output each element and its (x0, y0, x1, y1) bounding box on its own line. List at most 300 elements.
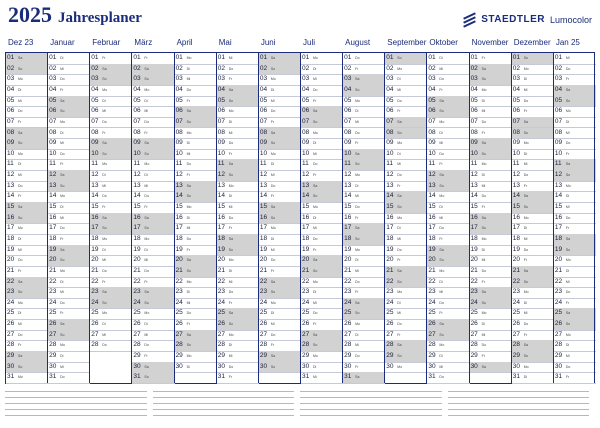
holiday-table-row (300, 392, 442, 398)
day-number: 15 (91, 203, 99, 211)
day-number: 03 (302, 75, 310, 83)
weekday-abbr: Mi (270, 98, 275, 103)
weekday-abbr: Mi (523, 87, 528, 92)
weekday-abbr: Mo (144, 311, 150, 316)
day-number: 23 (386, 288, 394, 296)
weekday-abbr: Sa (523, 268, 528, 273)
day-number: 08 (554, 128, 563, 136)
holiday-table-cell (241, 389, 259, 392)
holiday-table-row (448, 392, 590, 398)
day-number: 02 (428, 64, 436, 72)
day-number: 13 (175, 181, 183, 189)
holiday-table-cell (335, 389, 353, 392)
holiday-table-row (448, 404, 590, 410)
holiday-table-cell (188, 389, 206, 392)
day-number: 28 (386, 341, 394, 349)
day-number: 26 (428, 320, 436, 328)
holiday-table-cell (571, 401, 589, 404)
weekday-abbr: Mo (102, 236, 108, 241)
holiday-table-row (300, 386, 442, 392)
day-number: 13 (428, 181, 436, 189)
day-number: 01 (386, 54, 394, 61)
day-number: 22 (302, 277, 310, 285)
weekday-abbr: Mo (313, 279, 318, 284)
weekday-abbr: So (523, 130, 528, 135)
holiday-table-cell (518, 401, 536, 404)
day-number: 26 (91, 320, 99, 328)
holiday-table-row (448, 398, 590, 404)
holiday-table-cell (5, 401, 23, 404)
weekday-abbr: Do (565, 290, 571, 295)
weekday-abbr: Do (481, 268, 487, 273)
day-number: 07 (302, 117, 310, 125)
day-number: 06 (428, 107, 436, 115)
day-number: 12 (91, 171, 99, 179)
day-number: 17 (512, 224, 520, 232)
day-number: 23 (49, 288, 57, 296)
day-number: 04 (49, 85, 57, 93)
holiday-table-cell (371, 407, 389, 410)
holiday-table-cell (448, 389, 466, 392)
weekday-abbr: Do (18, 258, 23, 263)
day-number: 18 (344, 234, 352, 242)
weekday-abbr: Fr (270, 194, 275, 199)
weekday-abbr: Di (439, 205, 443, 210)
holiday-table-cell (129, 413, 147, 416)
holiday-table-cell (318, 407, 336, 410)
day-number: 22 (7, 277, 15, 285)
weekday-abbr: Mo (60, 268, 66, 273)
weekday-abbr: Mo (313, 354, 318, 359)
day-number: 16 (302, 213, 310, 221)
weekday-abbr: Mi (18, 322, 22, 327)
day-number: 16 (7, 213, 15, 221)
weekday-abbr: Do (228, 66, 234, 71)
day-number: 22 (428, 277, 436, 285)
weekday-abbr: Mi (270, 173, 275, 178)
weekday-abbr: Fr (523, 183, 528, 188)
weekday-abbr: So (565, 173, 571, 178)
weekday-abbr: Sa (144, 141, 149, 146)
day-number: 09 (175, 139, 183, 147)
weekday-abbr: Sa (186, 183, 191, 188)
day-number: 31 (554, 373, 563, 381)
weekday-abbr: Fr (102, 56, 106, 60)
weekday-abbr: Mi (481, 258, 486, 263)
day-cell[interactable] (217, 372, 259, 384)
holiday-table-cell (76, 395, 94, 398)
day-number: 12 (512, 171, 520, 179)
weekday-abbr: Di (439, 279, 443, 284)
holiday-table-cell (388, 401, 406, 404)
day-number: 08 (133, 128, 141, 136)
weekday-abbr: Mo (228, 258, 234, 263)
day-number: 20 (259, 256, 268, 264)
day-number: 23 (554, 288, 563, 296)
weekday-abbr: So (102, 77, 107, 82)
day-number: 03 (91, 75, 99, 83)
day-number: 20 (512, 256, 520, 264)
weekday-abbr: Fr (102, 130, 106, 135)
weekday-abbr: Fr (313, 247, 317, 252)
weekday-abbr: Sa (397, 343, 402, 348)
weekday-abbr: Mo (565, 183, 571, 188)
day-number: 04 (7, 85, 15, 93)
weekday-abbr: So (144, 226, 149, 231)
weekday-abbr: Sa (481, 215, 486, 220)
day-number: 10 (554, 149, 563, 157)
weekday-abbr: Mo (355, 173, 361, 178)
weekday-abbr: Fr (60, 87, 64, 92)
day-number: 14 (7, 192, 15, 200)
weekday-abbr: Di (481, 173, 485, 178)
day-number: 30 (470, 362, 478, 370)
day-number: 19 (302, 245, 310, 253)
weekday-abbr: Mo (481, 236, 487, 241)
weekday-abbr: Di (102, 322, 106, 327)
holiday-table-cell (536, 401, 554, 404)
day-number: 28 (470, 341, 478, 349)
day-number: 12 (470, 171, 478, 179)
day-number: 17 (91, 224, 99, 232)
day-number: 27 (91, 330, 99, 338)
day-number: 09 (470, 139, 478, 147)
weekday-abbr: Fr (355, 66, 359, 71)
holiday-table-cell (406, 407, 424, 410)
weekday-abbr: Mo (102, 87, 108, 92)
weekday-abbr: Do (565, 364, 571, 369)
day-number: 02 (91, 64, 99, 72)
holiday-table-cell (353, 407, 371, 410)
holiday-table-cell (40, 413, 58, 416)
weekday-abbr: So (186, 343, 191, 348)
day-number: 08 (49, 128, 57, 136)
day-number: 20 (175, 256, 183, 264)
weekday-abbr: So (481, 77, 486, 82)
weekday-abbr: Do (355, 205, 360, 210)
weekday-abbr: Mi (481, 332, 486, 337)
holiday-table-cell (241, 401, 259, 404)
holiday-table-cell (518, 395, 536, 398)
weekday-abbr: So (270, 364, 276, 369)
weekday-abbr: Do (439, 375, 444, 380)
weekday-abbr: Do (313, 162, 318, 167)
day-number: 07 (7, 117, 15, 125)
day-cell[interactable] (48, 372, 90, 384)
day-number: 01 (428, 54, 436, 61)
weekday-abbr: Mi (102, 258, 106, 263)
day-number: 01 (470, 54, 478, 61)
weekday-abbr: Sa (144, 364, 149, 369)
day-number: 11 (7, 160, 14, 168)
weekday-abbr: Mi (355, 268, 359, 273)
weekday-abbr: Sa (355, 226, 360, 231)
day-number: 08 (386, 128, 394, 136)
day-number: 02 (133, 64, 141, 72)
weekday-abbr: Do (228, 215, 234, 220)
weekday-abbr: Do (397, 247, 402, 252)
weekday-abbr: Mi (313, 151, 317, 156)
weekday-abbr: Di (523, 375, 528, 380)
weekday-abbr: So (60, 258, 65, 263)
day-number: 13 (470, 181, 478, 189)
day-number: 28 (133, 341, 141, 349)
weekday-abbr: So (18, 364, 23, 369)
weekday-abbr: So (60, 332, 65, 337)
day-cell[interactable] (301, 372, 343, 384)
day-number: 20 (217, 256, 225, 264)
weekday-abbr: Mi (60, 141, 64, 146)
weekday-abbr: Mi (186, 77, 191, 82)
weekday-abbr: Do (186, 162, 192, 167)
weekday-abbr: Sa (18, 130, 23, 135)
holiday-table-cell (465, 413, 483, 416)
weekday-abbr: Mi (270, 322, 275, 327)
weekday-abbr: Fr (144, 354, 148, 359)
holiday-table-cell (501, 401, 519, 404)
weekday-abbr: Do (102, 268, 107, 273)
day-number: 01 (217, 54, 225, 61)
weekday-abbr: So (397, 130, 402, 135)
day-number: 11 (512, 160, 520, 168)
weekday-abbr: So (102, 226, 107, 231)
holiday-table-cell (153, 389, 171, 392)
month-column (89, 53, 132, 383)
holiday-table-cell (353, 401, 371, 404)
day-number: 25 (302, 309, 310, 317)
day-number: 15 (133, 203, 141, 211)
day-number: 11 (470, 160, 478, 168)
day-cell[interactable] (175, 362, 217, 374)
day-number: 20 (133, 256, 141, 264)
weekday-abbr: Di (439, 130, 443, 135)
day-number: 30 (554, 362, 563, 370)
holiday-table-cell (23, 395, 41, 398)
day-number: 21 (512, 266, 520, 274)
weekday-abbr: Sa (565, 236, 571, 241)
day-cell[interactable] (512, 372, 554, 384)
weekday-abbr: Di (355, 258, 359, 263)
day-number: 25 (175, 309, 183, 317)
day-cell[interactable] (385, 362, 427, 374)
weekday-abbr: Mi (397, 236, 401, 241)
holiday-table-cell (300, 389, 318, 392)
weekday-abbr: Do (18, 183, 23, 188)
day-number: 03 (7, 75, 15, 83)
day-number: 06 (7, 107, 15, 115)
weekday-abbr: So (523, 354, 528, 359)
holiday-table-row (300, 398, 442, 404)
weekday-abbr: Di (355, 183, 359, 188)
day-number: 28 (344, 341, 352, 349)
weekday-abbr: Sa (355, 375, 360, 380)
day-number: 28 (428, 341, 436, 349)
day-number: 27 (428, 330, 436, 338)
holiday-table-cell (483, 407, 501, 410)
day-number: 21 (470, 266, 478, 274)
day-number: 06 (133, 107, 141, 115)
holiday-table-cell (318, 389, 336, 392)
weekday-abbr: Mo (186, 56, 192, 60)
weekday-abbr: Fr (144, 130, 148, 135)
day-cell[interactable] (6, 372, 48, 384)
day-number: 05 (217, 96, 225, 104)
holiday-table-cell (536, 413, 554, 416)
day-number: 31 (217, 373, 225, 381)
holiday-table-row (153, 410, 295, 416)
weekday-abbr: Fr (439, 311, 443, 316)
weekday-abbr: So (523, 56, 528, 60)
day-number: 16 (91, 213, 99, 221)
holiday-table (300, 386, 442, 424)
day-number: 09 (386, 139, 394, 147)
day-number: 09 (217, 139, 225, 147)
day-cell[interactable] (259, 362, 301, 374)
holiday-table-cell (300, 413, 318, 416)
day-number: 15 (7, 203, 15, 211)
day-number: 29 (470, 352, 478, 360)
weekday-abbr: Di (397, 300, 401, 305)
day-number: 04 (302, 85, 310, 93)
holiday-table-cell (501, 395, 519, 398)
weekday-abbr: Mi (228, 130, 233, 135)
day-number: 13 (512, 181, 520, 189)
holiday-table-cell (424, 401, 442, 404)
holiday-table-row (153, 392, 295, 398)
day-number: 20 (344, 256, 352, 264)
holiday-table-cell (40, 407, 58, 410)
day-number: 25 (49, 309, 57, 317)
day-number: 14 (512, 192, 520, 200)
day-number: 17 (133, 224, 141, 232)
weekday-abbr: Sa (523, 194, 528, 199)
weekday-abbr: Do (228, 364, 234, 369)
day-number: 09 (49, 139, 57, 147)
weekday-abbr: Mi (18, 247, 22, 252)
weekday-abbr: Di (144, 98, 148, 103)
day-number: 23 (91, 288, 99, 296)
day-number: 17 (554, 224, 563, 232)
day-number: 11 (49, 160, 56, 168)
weekday-abbr: Mo (439, 194, 445, 199)
weekday-abbr: Sa (481, 66, 486, 71)
day-number: 06 (554, 107, 563, 115)
weekday-abbr: So (228, 98, 233, 103)
day-number: 13 (91, 181, 99, 189)
weekday-abbr: Do (270, 183, 276, 188)
day-number: 02 (259, 64, 268, 72)
day-number: 05 (428, 96, 436, 104)
day-number: 17 (428, 224, 436, 232)
holiday-table-row (153, 398, 295, 404)
weekday-abbr: So (439, 109, 444, 114)
day-number: 08 (344, 128, 352, 136)
day-number: 09 (259, 139, 268, 147)
weekday-abbr: Sa (228, 87, 233, 92)
month-header: Dez 23 (8, 38, 34, 47)
day-number: 31 (7, 373, 15, 381)
day-number: 16 (470, 213, 478, 221)
weekday-abbr: Do (228, 290, 234, 295)
day-number: 14 (217, 192, 225, 200)
month-header: Februar (92, 38, 121, 47)
weekday-abbr: Di (60, 354, 64, 359)
day-number: 01 (49, 54, 57, 61)
holiday-table-cell (206, 407, 224, 410)
day-cell[interactable] (132, 372, 174, 384)
day-number: 11 (91, 160, 99, 168)
day-cell[interactable] (90, 340, 132, 352)
weekday-abbr: Mi (439, 141, 444, 146)
day-number: 22 (133, 277, 141, 285)
holiday-table-cell (501, 389, 519, 392)
day-cell[interactable] (554, 372, 596, 384)
weekday-abbr: Sa (439, 173, 444, 178)
day-number: 18 (91, 234, 99, 242)
weekday-abbr: So (355, 236, 360, 241)
day-number: 29 (554, 352, 563, 360)
day-number: 09 (133, 139, 141, 147)
day-number: 12 (428, 171, 436, 179)
day-number: 03 (175, 75, 183, 83)
holiday-table-cell (223, 413, 241, 416)
day-number: 29 (133, 352, 141, 360)
day-cell[interactable] (470, 362, 512, 374)
day-number: 26 (470, 320, 478, 328)
weekday-abbr: Sa (439, 247, 444, 252)
day-number: 15 (49, 203, 57, 211)
day-number: 02 (7, 64, 15, 72)
day-number: 19 (91, 245, 99, 253)
day-number: 23 (259, 288, 268, 296)
weekday-abbr: Di (228, 194, 233, 199)
day-number: 02 (386, 64, 394, 72)
holiday-table-cell (335, 401, 353, 404)
day-number: 18 (302, 234, 310, 242)
day-number: 16 (344, 213, 352, 221)
weekday-abbr: Fr (439, 236, 443, 241)
holiday-table-row (153, 386, 295, 392)
day-number: 26 (302, 320, 310, 328)
weekday-abbr: So (228, 173, 233, 178)
weekday-abbr: Di (18, 87, 22, 92)
day-number: 26 (344, 320, 352, 328)
weekday-abbr: So (18, 66, 23, 71)
calendar-grid (5, 52, 595, 384)
day-number: 17 (49, 224, 57, 232)
day-number: 30 (259, 362, 268, 370)
day-number: 22 (49, 277, 57, 285)
day-number: 04 (344, 85, 352, 93)
day-cell[interactable] (343, 372, 385, 384)
day-cell[interactable] (427, 372, 469, 384)
weekday-abbr: Mi (397, 87, 401, 92)
holiday-table-cell (276, 395, 294, 398)
day-number: 30 (302, 362, 310, 370)
weekday-abbr: Mi (60, 66, 64, 71)
holiday-table-cell (353, 413, 371, 416)
day-number: 03 (49, 75, 57, 83)
weekday-abbr: Fr (270, 268, 275, 273)
weekday-abbr: Mi (313, 77, 317, 82)
weekday-abbr: Di (228, 119, 233, 124)
holiday-table-cell (335, 413, 353, 416)
day-number: 12 (175, 171, 183, 179)
month-column (553, 53, 596, 383)
weekday-abbr: So (270, 141, 276, 146)
weekday-abbr: Do (18, 109, 23, 114)
holiday-table-cell (206, 389, 224, 392)
